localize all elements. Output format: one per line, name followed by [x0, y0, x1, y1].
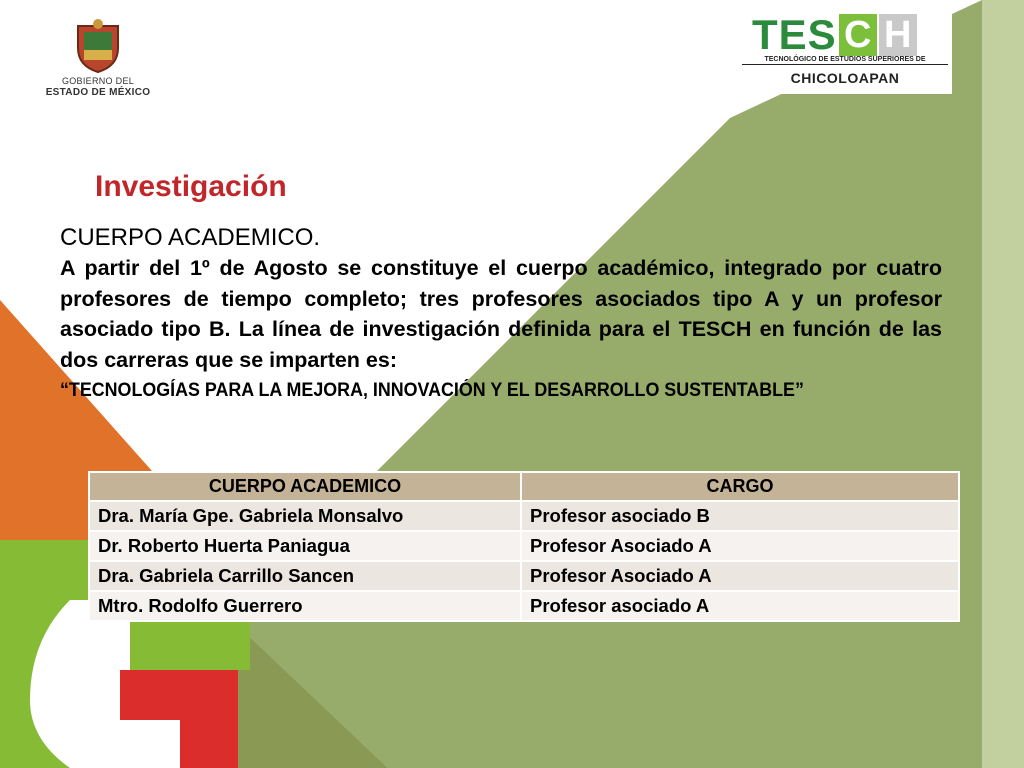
member-name: Dra. María Gpe. Gabriela Monsalvo	[89, 501, 521, 531]
light-green-edge-strip	[982, 0, 1024, 768]
tesch-wordmark	[752, 11, 917, 58]
description-paragraph: A partir del 1º de Agosto se constituye el cuerpo académico, integrado por cuatro profesores de tiempo completo; tres profesores asociados tipo A y un profesor asociado tipo B. La línea de investigación definida para el TESCH en función de las dos carreras que se imparten es:	[60, 256, 942, 372]
member-name: Mtro. Rodolfo Guerrero	[89, 591, 521, 621]
table-header-position: CARGO	[521, 472, 959, 501]
page-title: Investigación	[95, 170, 287, 203]
table-header-row	[89, 472, 959, 501]
member-name: Dra. Gabriela Carrillo Sancen	[89, 561, 521, 591]
gobierno-estado-mexico-logo	[38, 18, 158, 108]
section-heading: CUERPO ACADEMICO.	[60, 224, 321, 251]
gobierno-line1: GOBIERNO DEL	[61, 76, 135, 86]
tesch-letters: TES	[752, 11, 837, 58]
table-row	[89, 561, 959, 591]
gobierno-line2: ESTADO DE MÉXICO	[45, 87, 151, 98]
body-content	[60, 223, 942, 405]
tesch-letter-c: C	[839, 14, 877, 56]
table-row	[89, 531, 959, 561]
academic-staff-table	[88, 471, 960, 622]
research-line-quote: “TECNOLOGÍAS PARA LA MEJORA, INNOVACIÓN Y EL DESARROLLO SUSTENTABLE”	[60, 380, 804, 401]
tesch-city: CHICOLOAPAN	[790, 70, 900, 86]
table-row	[89, 501, 959, 531]
member-position: Profesor Asociado A	[521, 531, 959, 561]
coat-of-arms-icon	[70, 18, 126, 74]
member-position: Profesor asociado A	[521, 591, 959, 621]
member-position: Profesor Asociado A	[521, 561, 959, 591]
table-header-academic-body: CUERPO ACADEMICO	[89, 472, 521, 501]
red-block	[120, 670, 238, 768]
tesch-logo	[738, 6, 952, 94]
tesch-subtitle: TECNOLÓGICO DE ESTUDIOS SUPERIORES DE	[742, 56, 948, 65]
member-position: Profesor asociado B	[521, 501, 959, 531]
table-row	[89, 591, 959, 621]
tesch-letter-h: H	[879, 14, 917, 56]
member-name: Dr. Roberto Huerta Paniagua	[89, 531, 521, 561]
